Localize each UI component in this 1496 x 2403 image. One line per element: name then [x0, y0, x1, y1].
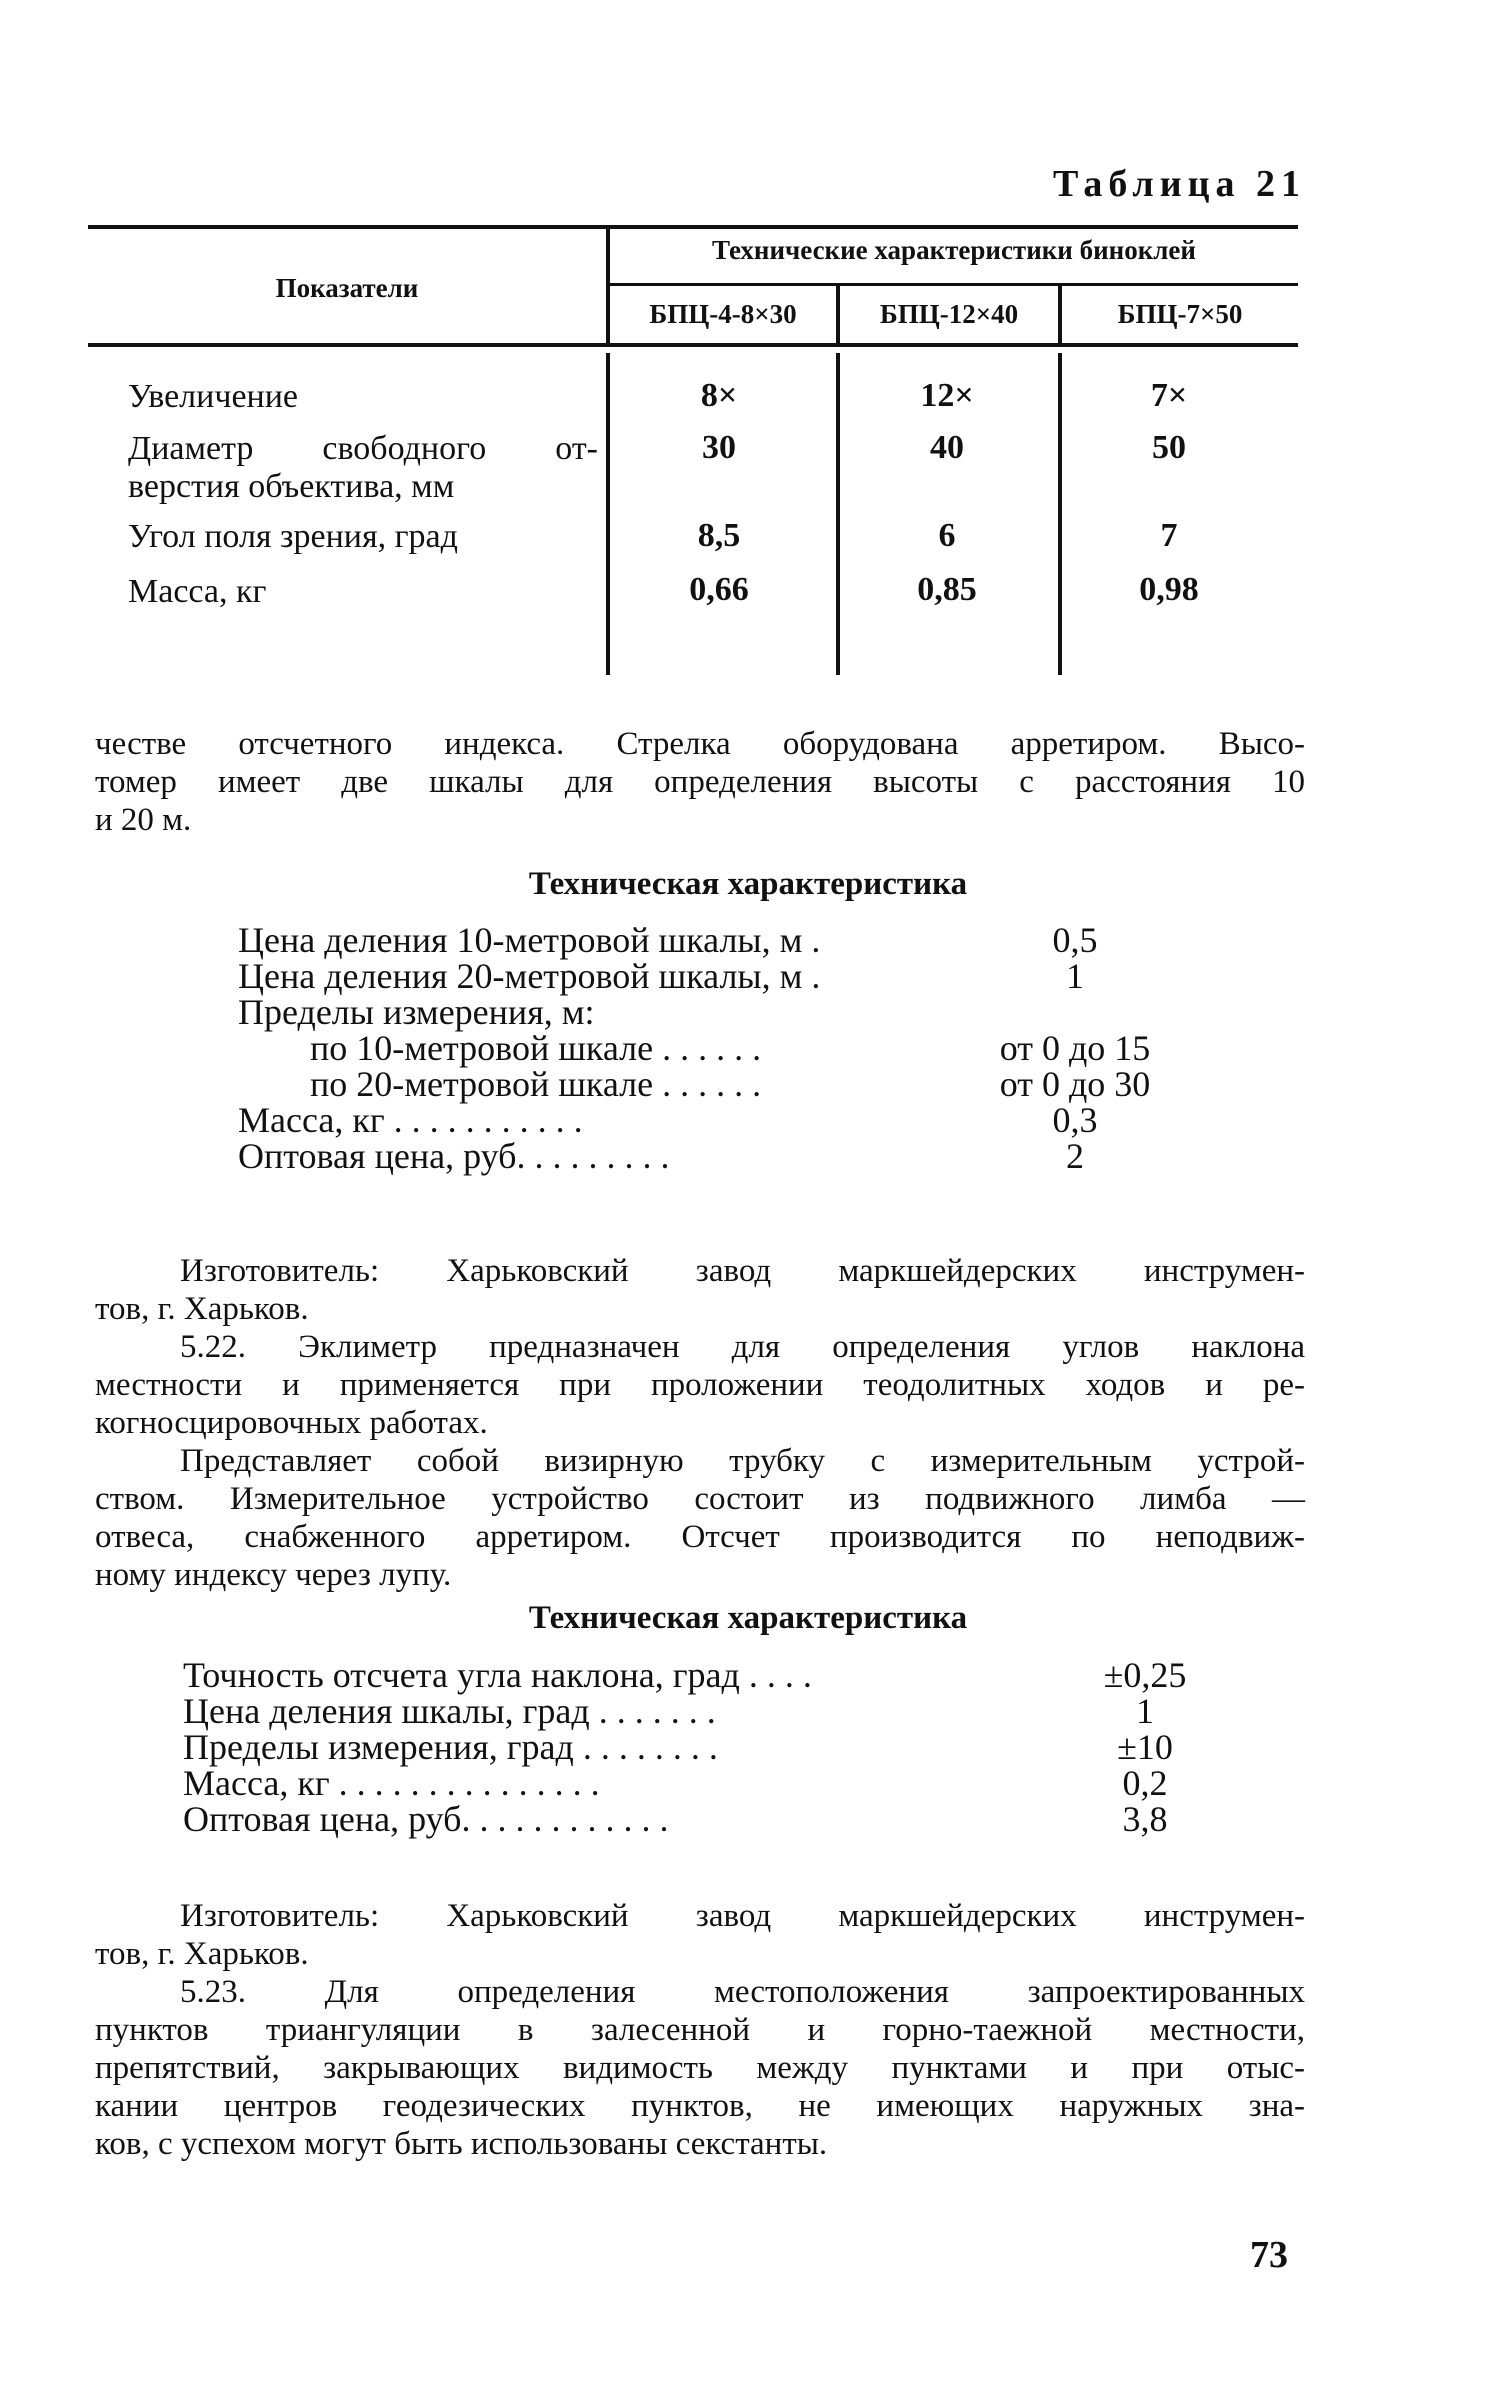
- spec-label: Цена деления 10-метровой шкалы, м .: [238, 920, 821, 960]
- text-line: честве отсчетного индекса. Стрелка оборудована арретиром. Высо-: [95, 726, 1305, 762]
- text-line: ством. Измерительное устройство состоит из подвижного лимба —: [95, 1481, 1305, 1517]
- text-line: и 20 м.: [95, 802, 192, 838]
- text-line: Изготовитель: Харьковский завод маркшейдерских инструмен-: [180, 1898, 1305, 1934]
- table-cell: 0,98: [1139, 571, 1199, 608]
- spec-value: 0,3: [1052, 1100, 1098, 1140]
- table-top-rule: [88, 225, 1298, 229]
- section-heading: Техническая характеристика: [528, 1600, 968, 1636]
- model-header: БПЦ-4-8×30: [649, 299, 797, 329]
- body-vline: [1058, 353, 1062, 675]
- table-row-label: верстия объектива, мм: [128, 468, 455, 505]
- body-vline: [836, 353, 840, 675]
- binocular-table: [88, 225, 1298, 675]
- column-header-indicators: Показатели: [275, 273, 419, 303]
- table-cell: 0,66: [689, 571, 749, 608]
- page-number: 73: [1250, 2234, 1288, 2276]
- spec-label: по 20-метровой шкале . . . . . .: [310, 1064, 762, 1104]
- text-line: пунктов триангуляции в залесенной и горно-таежной местности,: [95, 2012, 1305, 2048]
- spec-label: Оптовая цена, руб. . . . . . . . . . . .: [183, 1799, 669, 1839]
- spec-label: Цена деления шкалы, град . . . . . . .: [183, 1691, 716, 1731]
- text-line: когносцировочных работах.: [95, 1405, 488, 1441]
- table-cell: 12×: [920, 377, 974, 414]
- table-cell: 7×: [1150, 377, 1188, 414]
- text-line: 5.23. Для определения местоположения запроектированных: [180, 1974, 1305, 2010]
- paragraph: [95, 1442, 1305, 1594]
- spec-value: от 0 до 30: [999, 1064, 1151, 1104]
- text-line: препятствий, закрывающих видимость между пунктами и при отыс-: [95, 2050, 1305, 2086]
- text-line: 5.22. Эклиметр предназначен для определения углов наклона: [180, 1329, 1305, 1365]
- text-line: местности и применяется при проложении теодолитных ходов и ре-: [95, 1367, 1305, 1403]
- table-cell: 40: [930, 429, 964, 466]
- spec-label: по 10-метровой шкале . . . . . .: [310, 1028, 762, 1068]
- spec-value: от 0 до 15: [999, 1028, 1151, 1068]
- spec-value: 1: [1066, 956, 1084, 996]
- body-vline: [606, 353, 610, 675]
- table-row-label: Масса, кг: [128, 573, 267, 610]
- text-line: Представляет собой визирную трубку с измерительным устрой-: [180, 1443, 1305, 1479]
- text-line: тов, г. Харьков.: [95, 1936, 309, 1972]
- table-row-label: Диаметр свободного от-: [128, 430, 598, 467]
- spec-label: Пределы измерения, град . . . . . . . .: [183, 1727, 718, 1767]
- spec-value: ±10: [1117, 1727, 1173, 1767]
- text-line: ному индексу через лупу.: [95, 1557, 452, 1593]
- paragraph: [95, 1973, 1305, 2163]
- paragraph: [95, 725, 1305, 839]
- table-cell: 7: [1160, 517, 1178, 554]
- text-line: кании центров геодезических пунктов, не имеющих наружных зна-: [95, 2088, 1305, 2124]
- text-line: тов, г. Харьков.: [95, 1291, 309, 1327]
- text-line: томер имеет две шкалы для определения высоты с расстояния 10: [95, 764, 1305, 800]
- table-caption: Таблица 21: [1052, 163, 1306, 205]
- model-header: БПЦ-12×40: [879, 299, 1019, 329]
- table-cell: 8,5: [697, 517, 741, 554]
- table-cell: 8×: [700, 377, 738, 414]
- table-row-label: Увеличение: [128, 378, 299, 415]
- model-header: БПЦ-7×50: [1117, 299, 1243, 329]
- spec-value: 1: [1136, 1691, 1154, 1731]
- paragraph: [95, 1252, 1305, 1328]
- spec-label: Масса, кг . . . . . . . . . . .: [238, 1100, 583, 1140]
- group-header: Технические характеристики биноклей: [712, 235, 1196, 265]
- spec-value: ±0,25: [1103, 1655, 1187, 1695]
- table-header-rule: [88, 343, 1298, 347]
- table-cell: 6: [938, 517, 956, 554]
- spec-label: Масса, кг . . . . . . . . . . . . . . .: [183, 1763, 600, 1803]
- table-cell: 50: [1152, 429, 1186, 466]
- spec-label: Цена деления 20-метровой шкалы, м .: [238, 956, 821, 996]
- spec-value: 3,8: [1122, 1799, 1168, 1839]
- group-header-rule: [610, 283, 1298, 286]
- text-line: Изготовитель: Харьковский завод маркшейдерских инструмен-: [180, 1253, 1305, 1289]
- text-line: отвеса, снабженного арретиром. Отсчет производится по неподвиж-: [95, 1519, 1305, 1555]
- text-line: ков, с успехом могут быть использованы секстанты.: [95, 2126, 828, 2162]
- table-row-label: Угол поля зрения, град: [128, 518, 458, 555]
- section-heading: Техническая характеристика: [528, 866, 968, 902]
- paragraph: [95, 1328, 1305, 1442]
- spec-value: 2: [1066, 1136, 1084, 1176]
- spec-value: 0,2: [1122, 1763, 1168, 1803]
- spec-label: Оптовая цена, руб. . . . . . . . .: [238, 1136, 670, 1176]
- spec-value: 0,5: [1052, 920, 1098, 960]
- table-cell: 0,85: [917, 571, 977, 608]
- paragraph: [95, 1897, 1305, 1973]
- spec-label: Точность отсчета угла наклона, град . . . .: [183, 1655, 812, 1695]
- spec-label: Пределы измерения, м:: [238, 992, 595, 1032]
- table-cell: 30: [702, 429, 736, 466]
